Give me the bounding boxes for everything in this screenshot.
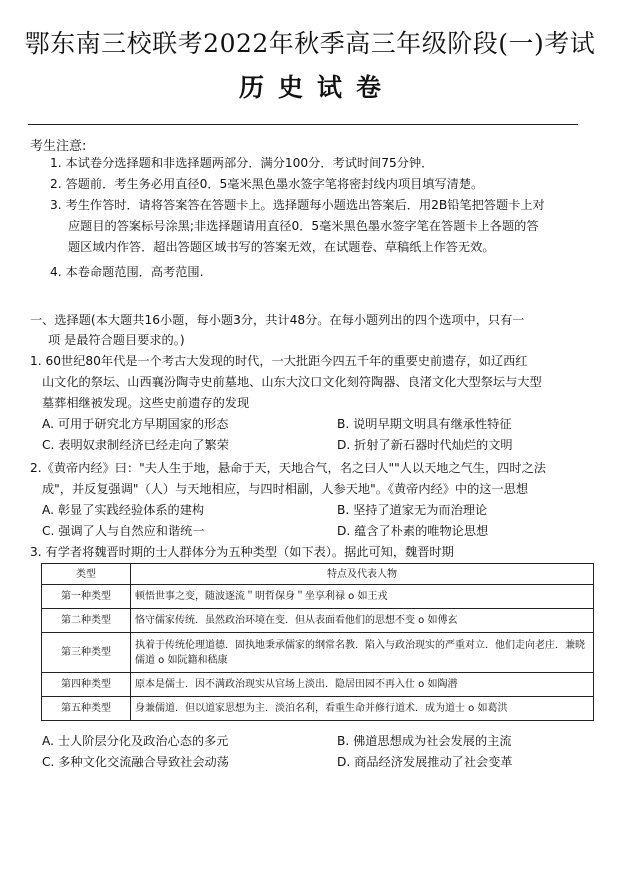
question-2-line-2: 成"，并反复强调"（人）与天地相应，与四时相副，人参天地"。《黄帝内经》中的这一思想: [42, 482, 529, 496]
option-a: A. 彰显了实践经验体系的建构: [42, 503, 205, 517]
title-divider: [28, 124, 578, 125]
table-header-type: 类型: [42, 564, 131, 585]
option-c: C. 多种文化交流融合导致社会动荡: [42, 755, 229, 769]
table-cell-desc: 原本是儒士．因不满政治现实从官场上淡出．隐居田园不再入仕 o 如陶潜: [131, 673, 594, 697]
section-heading-cont: 项 是最符合题目要求的。): [48, 333, 185, 347]
table-row: [42, 673, 594, 697]
option-c: C. 强调了人与自然应和谐统一: [42, 524, 205, 538]
notice-item-3: 3. 考生作答时．请将答案答在答题卡上。选择题每小题选出答案后．用2B铅笔把答题卡上对: [50, 198, 545, 212]
table-cell-desc: 身兼儒道．但以道家思想为主．淡泊名利，看重生命并修行道术．成为道士 o 如葛洪: [131, 697, 594, 721]
exam-title: 鄂东南三校联考2022年秋季高三年级阶段(一)考试: [24, 29, 596, 58]
table-cell-type: 第一种类型: [42, 585, 131, 609]
question-2-line-1: 2.《黄帝内经》曰："夫人生于地，悬命于天，天地合气，名之曰人""人以天地之气生，四时之法: [30, 461, 546, 475]
option-a: A. 士人阶层分化及政治心态的多元: [42, 734, 229, 748]
table-header-row: [42, 564, 594, 585]
table-row: [42, 633, 594, 673]
option-b: B. 坚持了道家无为而治理论: [337, 503, 488, 517]
question-1-line-1: 1. 60世纪80年代是一个考古大发现的时代，一大批距今四五千年的重要史前遗存，如辽西红: [30, 354, 528, 368]
notice-item-4: 4. 本卷命题范围．高考范围.: [50, 265, 204, 279]
table-cell-type: 第二种类型: [42, 609, 131, 633]
table-cell-desc: 恪守儒家传统．虽然政治环境在变．但从表面看他们的思想不变 o 如傅玄: [131, 609, 594, 633]
scholar-types-table: [41, 563, 594, 721]
question-3-options: [42, 731, 602, 773]
notice-item-3-cont-2: 题区域内作答．超出答题区域书写的答案无效，在试题卷、草稿纸上作答无效。: [68, 240, 495, 254]
table-cell-desc: 顿悟世事之变，随波逐流＂明哲保身＂坐享利禄 o 如王戎: [131, 585, 594, 609]
exam-subtitle: 历史试卷: [238, 73, 395, 102]
option-a: A. 可用于研究北方早期国家的形态: [42, 417, 229, 431]
option-d: D. 商品经济发展推动了社会变革: [337, 755, 513, 769]
notice-item-1: 1. 本试卷分选择题和非选择题两部分．满分100分．考试时间75分钟．: [50, 156, 434, 170]
question-3-line: 3. 有学者将魏晋时期的士人群体分为五种类型（如下表）。据此可知，魏晋时期: [30, 545, 454, 559]
option-b: B. 佛道思想成为社会发展的主流: [337, 734, 512, 748]
table-row: [42, 697, 594, 721]
table-header-desc: 特点及代表人物: [131, 564, 594, 585]
question-1-options: [42, 414, 602, 456]
notice-item-3-cont-1: 应题目的答案标号涂黑;非选择题请用直径0．5毫米黑色墨水签字笔在答题卡上各题的答: [68, 219, 539, 233]
table-cell-desc: 执着于传统伦理道德．固执地秉承儒家的纲常名教．陷入与政治现实的严重对立．他们走向老庄．兼晓儒道 o 如阮籍和嵇康: [131, 633, 594, 673]
notice-item-2: 2. 答题前．考生务必用直径0．5毫米黑色墨水签字笔将密封线内项目填写清楚。: [50, 177, 484, 191]
table-row: [42, 585, 594, 609]
option-c: C. 表明奴隶制经济已经走向了繁荣: [42, 438, 229, 452]
question-2-options: [42, 500, 602, 542]
option-d: D. 折射了新石器时代灿烂的文明: [337, 438, 513, 452]
option-d: D. 蕴含了朴素的唯物论思想: [337, 524, 489, 538]
table-row: [42, 609, 594, 633]
notice-title: 考生注意:: [30, 139, 87, 154]
question-1-line-3: 墓葬相继被发现。这些史前遗存的发现: [42, 396, 250, 410]
table-cell-type: 第四种类型: [42, 673, 131, 697]
section-heading: 一、选择题(本大题共16小题，每小题3分，共计48分。在每小题列出的四个选项中，只有一: [30, 313, 525, 327]
question-1-line-2: 山文化的祭坛、山西襄汾陶寺史前墓地、山东大汶口文化刻符陶器、良渚文化大型祭坛与大型: [42, 375, 542, 389]
option-b: B. 说明早期文明具有继承性特征: [337, 417, 512, 431]
table-cell-type: 第五种类型: [42, 697, 131, 721]
table-cell-type: 第三种类型: [42, 633, 131, 673]
